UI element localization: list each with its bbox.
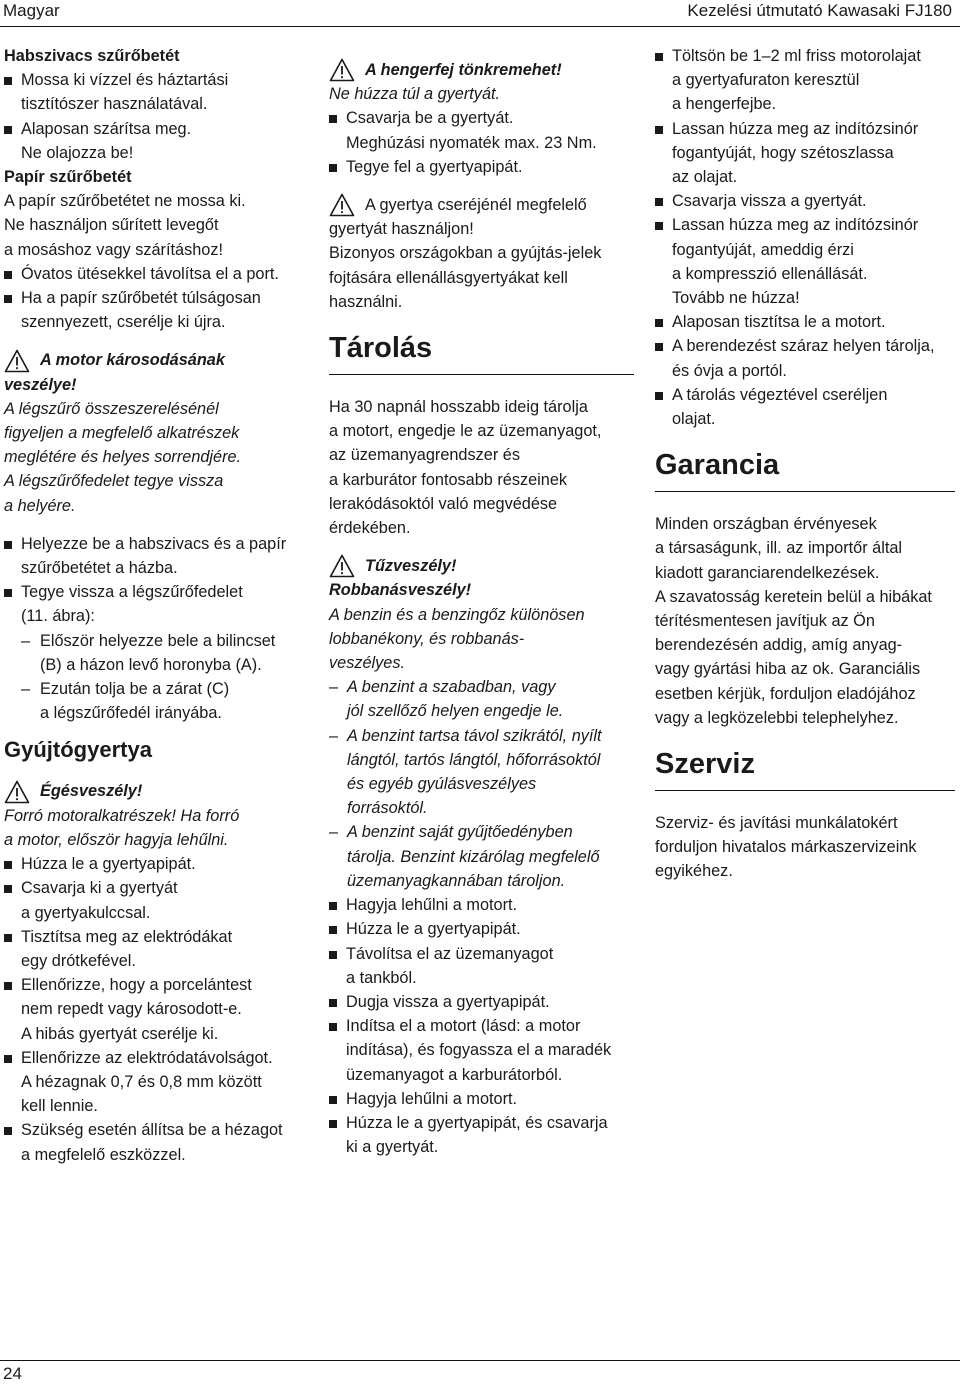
paragraph-line: érdekében. (329, 519, 411, 538)
paragraph-line: esetben kérjük, forduljon eladójához (655, 684, 916, 703)
paper-filter-heading: Papír szűrőbetét (4, 168, 132, 187)
warning-triangle-icon (329, 193, 355, 217)
warning-sub-item-cont: és egyéb gyúlásveszélyes (347, 775, 537, 794)
list-item: Hagyja lehűlni a motort. (329, 1087, 634, 1111)
service-heading: Szerviz (655, 748, 755, 781)
paragraph-line: a társaságunk, ill. az importőr által (655, 539, 903, 558)
storage-heading-divider (329, 374, 634, 375)
paragraph-line: a motort, engedje le az üzemanyagot, (329, 422, 602, 441)
list-item-cont: Ne olajozza be! (21, 143, 134, 162)
header-doc-title: Kezelési útmutató Kawasaki FJ180 (687, 1, 952, 20)
warning-text: A légszűrő összeszerelésénél (4, 399, 219, 418)
list-item: Alaposan szárítsa meg. (4, 117, 309, 141)
list-item-cont: indítása), és fogyassza el a maradék (346, 1041, 612, 1060)
list-item-cont: szennyezett, cserélje ki újra. (21, 313, 226, 332)
storage-heading: Tárolás (329, 332, 433, 365)
list-item: Szükség esetén állítsa be a hézagot (4, 1118, 309, 1142)
warning-text: Bizonyos országokban a gyújtás-jelek (329, 244, 602, 263)
sub-list-item-cont: a légszűrőfedél irányába. (40, 704, 222, 723)
warning-text: meglétére és helyes sorrendjére. (4, 448, 242, 467)
list-item-cont: a hengerfejbe. (672, 95, 777, 114)
list-item: Csavarja be a gyertyát. (329, 106, 634, 130)
warning-triangle-icon (329, 58, 355, 82)
warning-sub-item: – A benzint a szabadban, vagy (329, 675, 634, 699)
warning-title: A hengerfej tönkremehet! (365, 61, 562, 79)
warning-text: Ne húzza túl a gyertyát. (329, 85, 501, 104)
warning-fire (329, 554, 634, 578)
warning-spark-plug-type (329, 193, 634, 217)
warning-title: Égésveszély! (40, 782, 143, 801)
list-item: Helyezze be a habszivacs és a papír (4, 532, 309, 556)
paragraph-line: az üzemanyagrendszer és (329, 446, 520, 465)
foam-filter-heading: Habszivacs szűrőbetét (4, 47, 180, 65)
list-item: Alaposan tisztítsa le a motort. (655, 310, 955, 334)
paragraph-line: A papír szűrőbetétet ne mossa ki. (4, 192, 246, 211)
list-item-cont: tisztítószer használatával. (21, 95, 208, 114)
warning-text: a helyére. (4, 496, 76, 515)
list-item-cont: (11. ábra): (21, 607, 95, 626)
warning-text: gyertyát használjon! (329, 220, 474, 239)
warning-title: Tűzveszély! (365, 557, 457, 576)
paragraph-line: Szerviz- és javítási munkálatokért (655, 814, 898, 833)
list-item-cont: Tovább ne húzza! (672, 289, 800, 308)
warning-title-cont: Robbanásveszély! (329, 581, 472, 600)
warning-sub-item-cont: jól szellőző helyen engedje le. (347, 702, 564, 721)
header-language: Magyar (3, 1, 60, 20)
list-item-cont: üzemanyagot a karburátorból. (346, 1065, 563, 1084)
warning-text: figyeljen a megfelelő alkatrészek (4, 424, 240, 443)
paragraph-line: a karburátor fontosabb részeinek (329, 470, 568, 489)
list-item: Tegye fel a gyertyapipát. (329, 155, 634, 179)
list-item: Tisztítsa meg az elektródákat (4, 925, 309, 949)
sub-list-item: – Ezután tolja be a zárat (C) (4, 677, 309, 701)
paragraph-line: Ha 30 napnál hosszabb ideig tárolja (329, 398, 588, 417)
spark-plug-heading: Gyújtógyertya (4, 737, 152, 763)
list-item-cont: A hézagnak 0,7 és 0,8 mm között (21, 1072, 262, 1091)
list-item: Távolítsa el az üzemanyagot (329, 942, 634, 966)
warning-cylinder-head (329, 58, 634, 82)
list-item-cont: fogantyúját, ameddig érzi (672, 240, 854, 259)
column-2 (329, 44, 634, 1159)
warning-text: A légszűrőfedelet tegye vissza (4, 472, 224, 491)
header-divider (0, 26, 960, 27)
warning-sub-item-cont: üzemanyagkannában tároljon. (347, 871, 566, 890)
warning-title-cont: veszélye! (4, 375, 77, 394)
paragraph-line: a mosáshoz vagy szárításhoz! (4, 240, 223, 259)
warranty-heading-divider (655, 491, 955, 492)
page-number: 24 (3, 1364, 22, 1383)
warning-triangle-icon (4, 780, 30, 804)
list-item: A berendezést száraz helyen tárolja, (655, 334, 955, 358)
list-item: Húzza le a gyertyapipát. (4, 852, 309, 876)
warning-title: A motor károsodásának (40, 351, 225, 370)
list-item-cont: és óvja a portól. (672, 361, 787, 380)
list-item: Tegye vissza a légszűrőfedelet (4, 580, 309, 604)
warning-sub-item-cont: forrásoktól. (347, 799, 428, 818)
list-item-cont: ki a gyertyát. (346, 1138, 439, 1157)
list-item-cont: nem repedt vagy károsodott-e. (21, 1000, 242, 1019)
list-item: Ellenőrizze, hogy a porcelántest (4, 973, 309, 997)
list-item-cont: A hibás gyertyát cserélje ki. (21, 1024, 219, 1043)
list-item: Lassan húzza meg az indítózsinór (655, 117, 955, 141)
warning-sub-item-cont: tárolja. Benzint kizárólag megfelelő (347, 847, 600, 866)
list-item-cont: a megfelelő eszközzel. (21, 1145, 186, 1164)
list-item-cont: olajat. (672, 410, 716, 429)
list-item-cont: a gyertyafuraton keresztül (672, 71, 860, 90)
list-item-cont: szűrőbetétet a házba. (21, 559, 178, 578)
page-header (0, 0, 960, 28)
list-item-cont: a gyertyakulccsal. (21, 903, 151, 922)
paragraph-line: Minden országban érvényesek (655, 515, 877, 534)
footer-divider (0, 1360, 960, 1361)
warning-sub-item-cont: lángtól, tartós lángtól, hőforrásoktól (347, 750, 601, 769)
list-item-cont: fogantyúját, hogy szétoszlassa (672, 143, 894, 162)
warning-sub-item: – A benzint saját gyűjtőedényben (329, 820, 634, 844)
list-item-cont: kell lennie. (21, 1097, 98, 1116)
list-item: Hagyja lehűlni a motort. (329, 893, 634, 917)
paragraph-line: egyikéhez. (655, 862, 733, 881)
list-item: Ha a papír szűrőbetét túlságosan (4, 286, 309, 310)
warranty-heading: Garancia (655, 449, 780, 482)
column-3 (655, 44, 955, 884)
list-item: Csavarja vissza a gyertyát. (655, 189, 955, 213)
list-item: Ellenőrizze az elektródatávolságot. (4, 1046, 309, 1070)
paragraph-line: A szavatosság keretein belül a hibákat (655, 587, 932, 606)
warning-text: használni. (329, 292, 403, 311)
column-1 (4, 44, 309, 1167)
list-item: Töltsön be 1–2 ml friss motorolajat (655, 44, 955, 68)
service-heading-divider (655, 790, 955, 791)
paragraph-line: lerakódásoktól való megvédése (329, 494, 558, 513)
sub-list-item: – Először helyezze bele a bilincset (4, 629, 309, 653)
warning-burn (4, 779, 309, 803)
warning-engine-damage (4, 348, 309, 372)
warning-text: lobbanékony, és robbanás- (329, 629, 525, 648)
list-item: Csavarja ki a gyertyát (4, 876, 309, 900)
list-item: A tárolás végeztével cseréljen (655, 383, 955, 407)
warning-triangle-icon (329, 554, 355, 578)
warning-text: Forró motoralkatrészek! Ha forró (4, 806, 240, 825)
list-item: Dugja vissza a gyertyapipát. (329, 990, 634, 1014)
paragraph-line: forduljon hivatalos márkaszervizeink (655, 838, 917, 857)
warning-text: A gyertya cseréjénél megfelelő (365, 196, 587, 215)
warning-text: veszélyes. (329, 654, 406, 673)
paragraph-line: kiadott garanciarendelkezések. (655, 563, 880, 582)
warning-text: fojtására ellenállásgyertyákat kell (329, 268, 568, 287)
warning-text: a motor, először hagyja lehűlni. (4, 830, 229, 849)
list-item-cont: egy drótkefével. (21, 951, 136, 970)
paragraph-line: vagy gyártási hiba az ok. Garanciális (655, 660, 921, 679)
list-item-cont: az olajat. (672, 168, 738, 187)
paragraph-line: berendezésén addig, amíg anyag- (655, 636, 903, 655)
list-item: Mossa ki vízzel és háztartási (4, 68, 309, 92)
list-item: Húzza le a gyertyapipát, és csavarja (329, 1111, 634, 1135)
list-item: Húzza le a gyertyapipát. (329, 917, 634, 941)
list-item: Lassan húzza meg az indítózsinór (655, 213, 955, 237)
list-item: Óvatos ütésekkel távolítsa el a port. (4, 262, 309, 286)
paragraph-line: térítésmentesen javítjuk az Ön (655, 612, 875, 631)
warning-sub-item: – A benzint tartsa távol szikrától, nyílt (329, 724, 634, 748)
warning-text: A benzin és a benzingőz különösen (329, 605, 585, 624)
list-item-cont: a tankból. (346, 968, 417, 987)
warning-triangle-icon (4, 349, 30, 373)
list-item-cont: Meghúzási nyomaték max. 23 Nm. (346, 133, 597, 152)
paragraph-line: Ne használjon sűrített levegőt (4, 216, 219, 235)
paragraph-line: vagy a legközelebbi telephelyhez. (655, 708, 899, 727)
list-item-cont: a kompresszió ellenállását. (672, 264, 868, 283)
sub-list-item-cont: (B) a házon levő horonyba (A). (40, 655, 262, 674)
list-item: Indítsa el a motort (lásd: a motor (329, 1014, 634, 1038)
